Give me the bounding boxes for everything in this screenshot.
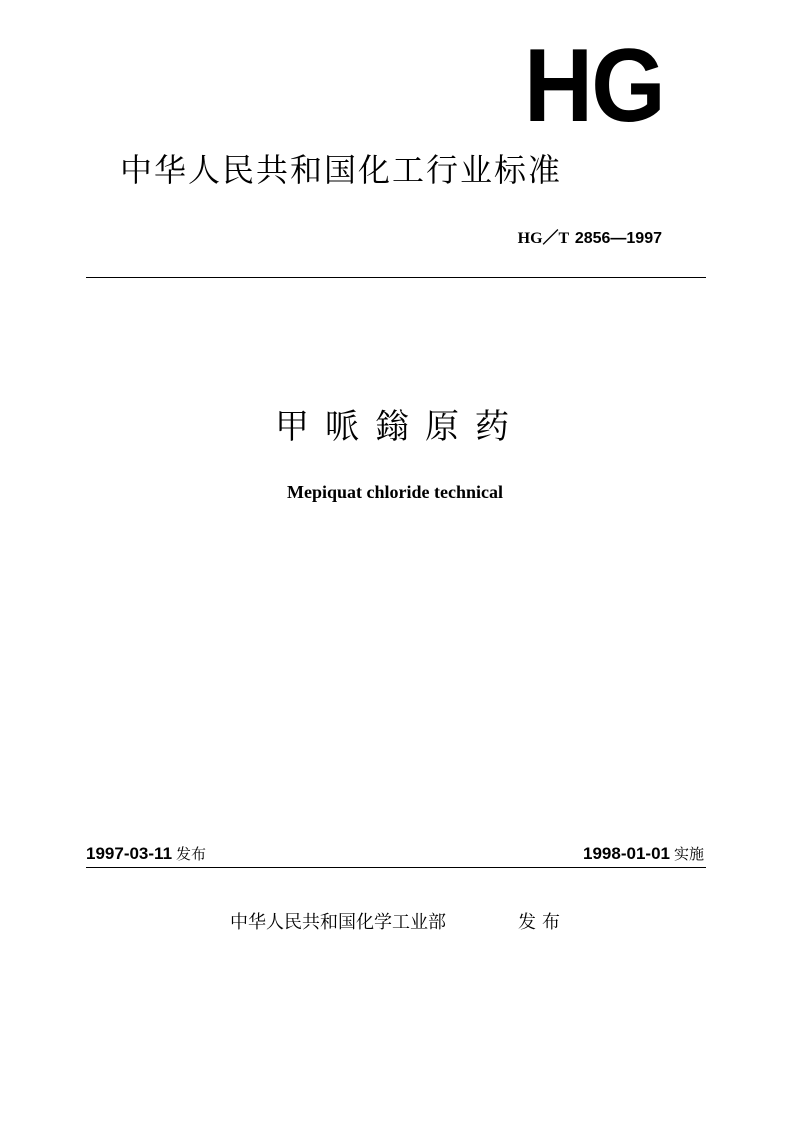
standard-code-number: 2856—1997 [574, 230, 662, 247]
publisher: 中华人民共和国化学工业部 [230, 912, 446, 933]
effective-label: 实施 [673, 845, 704, 863]
top-divider [86, 277, 706, 278]
publish-word: 发布 [518, 912, 566, 933]
bottom-divider [86, 867, 706, 868]
standard-code-prefix: HG／T [517, 230, 570, 247]
issue-label: 发布 [176, 845, 207, 863]
hg-logo: HG [524, 28, 664, 144]
effective-date-block [583, 843, 704, 865]
english-title: Mepiquat chloride technical [287, 482, 503, 502]
org-title: 中华人民共和国化工行业标准 [120, 151, 563, 189]
issue-date: 1997-03-11 [86, 844, 173, 863]
effective-date: 1998-01-01 [583, 844, 670, 863]
standard-code [518, 227, 662, 249]
chinese-title: 甲哌鎓原药 [275, 407, 525, 447]
issue-date-block [86, 843, 206, 865]
